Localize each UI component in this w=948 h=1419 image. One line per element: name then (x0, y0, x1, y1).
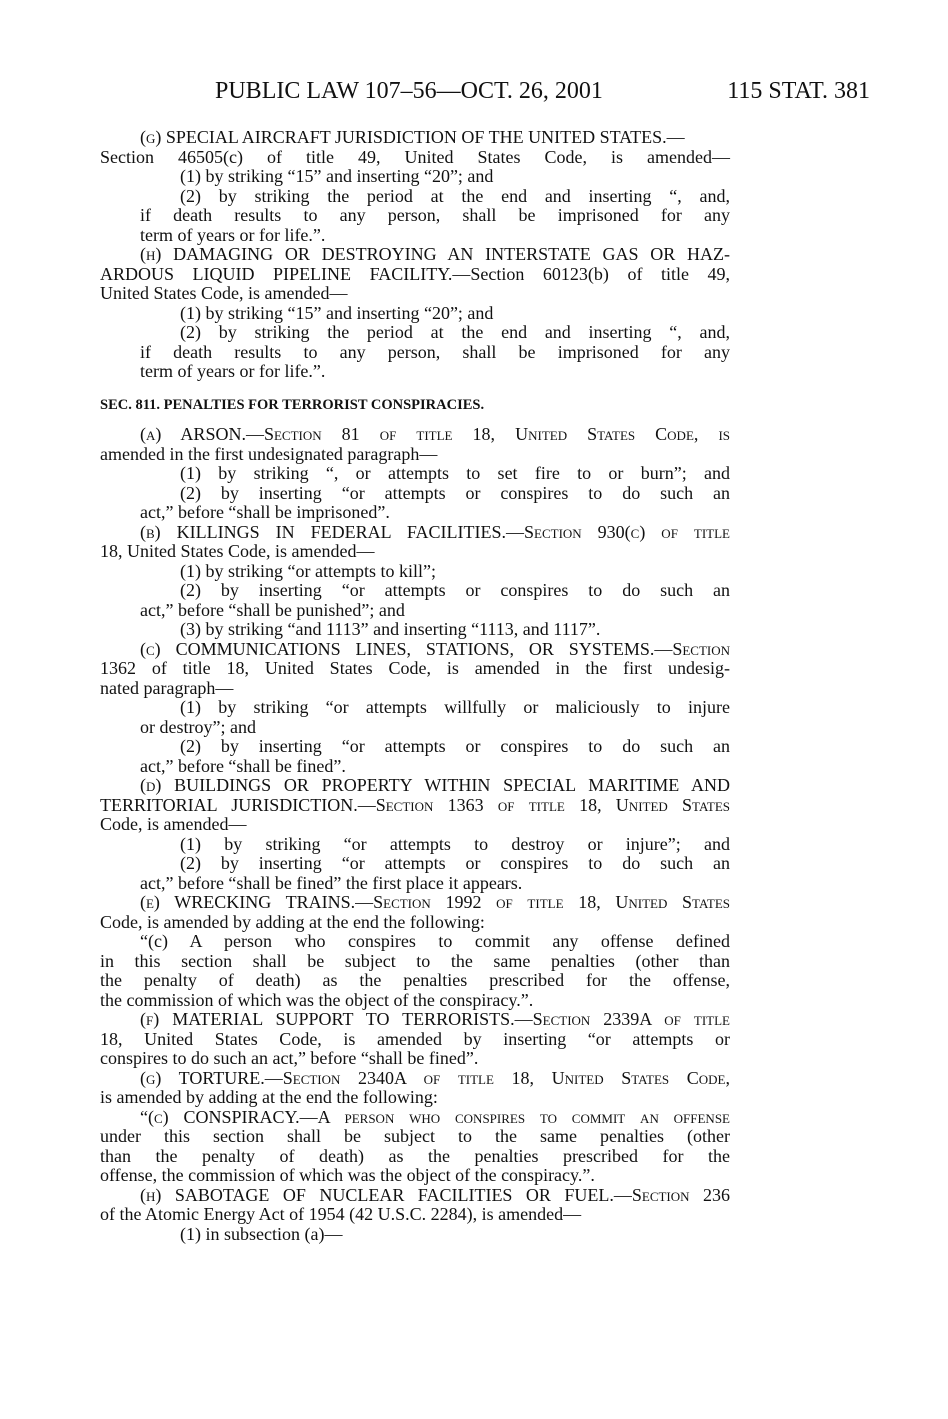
text-line: nated paragraph— (100, 677, 234, 698)
text-line: if death results to any person, shall be imprisoned for any (140, 205, 730, 225)
text-line: (1) by striking “or attempts willfully or maliciously to injure (180, 697, 730, 717)
text-line: (1) by striking “15” and inserting “20”; and (180, 302, 494, 323)
text-line: 18, United States Code, is amended— (100, 541, 375, 561)
quoted-text-line: in this section shall be subject to the same penalties (other than (100, 950, 730, 971)
text-line: term of years or for life.”. (140, 224, 326, 245)
quoted-text-line: “(c) CONSPIRACY.—A person who conspires to commit an offense (140, 1106, 730, 1127)
text-line: (1) by striking “or attempts to destroy or injure”; and (180, 833, 730, 854)
text-line: of the Atomic Energy Act of 1954 (42 U.S.C. 2284), is amended— (100, 1204, 582, 1224)
text-line: (2) by inserting “or attempts or conspires to do such an (180, 736, 730, 756)
subsection-heading: (g) TORTURE.—Section 2340A of title 18, United States Code, (140, 1067, 730, 1088)
text-line: (3) by striking “and 1113” and inserting “1113, and 1117”. (180, 619, 601, 639)
quoted-text-line: the commission of which was the object of the conspiracy.”. (100, 989, 534, 1010)
running-title: PUBLIC LAW 107–56—OCT. 26, 2001 (215, 78, 603, 104)
quoted-text-line: under this section shall be subject to the same penalties (other (100, 1126, 730, 1146)
text-line: act,” before “shall be imprisoned”. (140, 502, 390, 522)
text-line: amended in the first undesignated paragraph— (100, 443, 438, 464)
subsection-heading: (f) MATERIAL SUPPORT TO TERRORISTS.—Section 2339A of title (140, 1009, 730, 1029)
text-line: is amended by adding at the end the following: (100, 1087, 438, 1107)
text-line: (1) in subsection (a)— (180, 1223, 343, 1244)
subsection-heading: (h) SABOTAGE OF NUCLEAR FACILITIES OR FUEL.—Section 236 (140, 1184, 730, 1205)
text-line: 18, United States Code, is amended by inserting “or attempts or (100, 1028, 730, 1049)
page-number: 115 STAT. 381 (727, 78, 870, 104)
text-line: (2) by striking the period at the end and inserting “, and, (180, 322, 730, 342)
text-line: Code, is amended— (100, 814, 247, 834)
text-line: (1) by striking “, or attempts to set fire to or burn”; and (180, 463, 730, 483)
section-heading: SEC. 811. PENALTIES FOR TERRORIST CONSPIRACIES. (100, 396, 485, 413)
text-line: (2) by inserting “or attempts or conspires to do such an (180, 482, 730, 503)
text-line: (2) by striking the period at the end and inserting “, and, (180, 185, 730, 206)
text-line: Section 46505(c) of title 49, United States Code, is amended— (100, 146, 730, 167)
quoted-text-line: than the penalty of death) as the penalties prescribed for the (100, 1145, 730, 1166)
text-line: United States Code, is amended— (100, 283, 348, 303)
subsection-heading: (d) BUILDINGS OR PROPERTY WITHIN SPECIAL MARITIME AND (140, 775, 730, 795)
text-line: act,” before “shall be fined”. (140, 755, 346, 776)
subsection-heading: (a) ARSON.—Section 81 of title 18, United States Code, is (140, 424, 730, 444)
text-line: conspires to do such an act,” before “shall be fined”. (100, 1048, 479, 1068)
text-line: Code, is amended by adding at the end the following: (100, 911, 485, 932)
subsection-heading: (h) DAMAGING OR DESTROYING AN INTERSTATE GAS OR HAZ- (140, 244, 730, 264)
subsection-heading: (b) KILLINGS IN FEDERAL FACILITIES.—Section 930(c) of title (140, 521, 730, 542)
text-line: if death results to any person, shall be imprisoned for any (140, 341, 730, 362)
page-header (100, 74, 870, 108)
text-line: 1362 of title 18, United States Code, is amended in the first undesig- (100, 658, 730, 678)
text-line: (2) by inserting “or attempts or conspires to do such an (180, 853, 730, 873)
text-line: (1) by striking “15” and inserting “20”; and (180, 166, 494, 186)
quoted-text-line: offense, the commission of which was the object of the conspiracy.”. (100, 1165, 595, 1185)
text-line: ARDOUS LIQUID PIPELINE FACILITY.—Section 60123(b) of title 49, (100, 263, 730, 284)
text-line: act,” before “shall be fined” the first place it appears. (140, 872, 523, 893)
subsection-heading: (e) WRECKING TRAINS.—Section 1992 of title 18, United States (140, 892, 730, 912)
subsection-heading: (g) SPECIAL AIRCRAFT JURISDICTION OF THE UNITED STATES.— (140, 127, 685, 147)
subsection-heading: (c) COMMUNICATIONS LINES, STATIONS, OR SYSTEMS.—Section (140, 638, 730, 659)
text-line: (1) by striking “or attempts to kill”; (180, 560, 436, 581)
text-line: act,” before “shall be punished”; and (140, 599, 405, 620)
document-body (100, 128, 730, 1244)
text-line: TERRITORIAL JURISDICTION.—Section 1363 of title 18, United States (100, 794, 730, 815)
quoted-text-line: “(c) A person who conspires to commit any offense defined (140, 931, 730, 951)
text-line: (2) by inserting “or attempts or conspires to do such an (180, 580, 730, 600)
text-line: or destroy”; and (140, 716, 256, 737)
quoted-text-line: the penalty of death) as the penalties prescribed for the offense, (100, 970, 730, 990)
text-line: term of years or for life.”. (140, 361, 326, 381)
